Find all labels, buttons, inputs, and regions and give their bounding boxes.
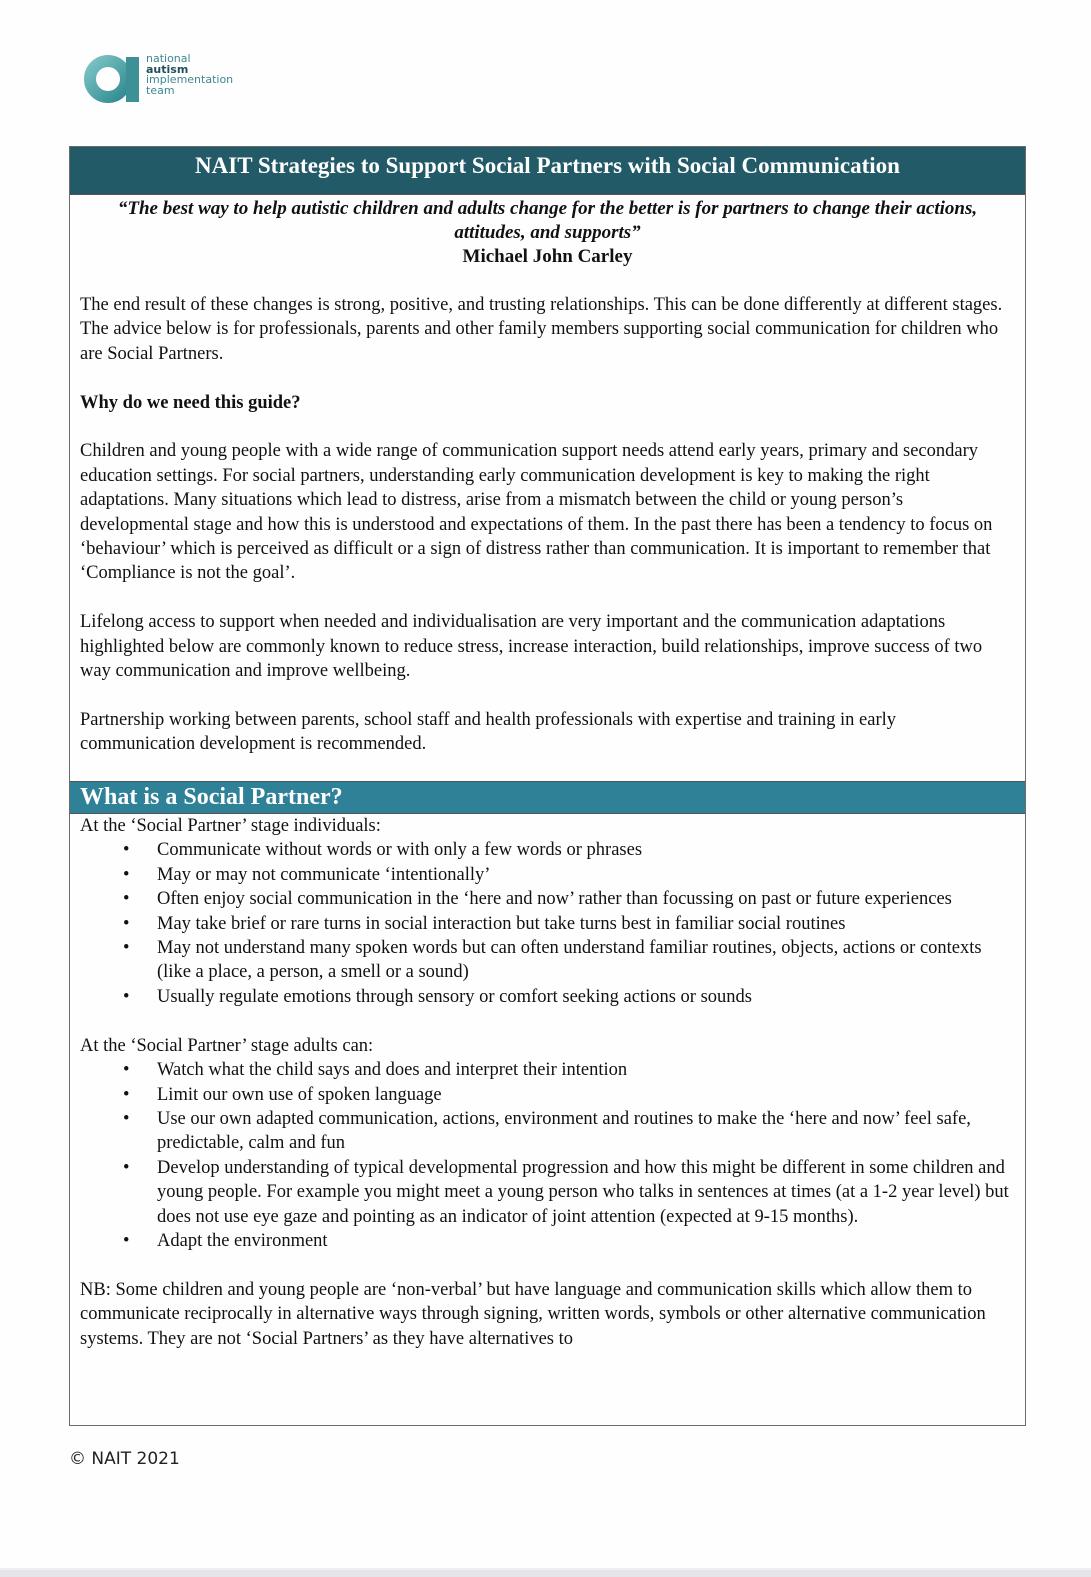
nait-logo bbox=[84, 52, 244, 108]
intro-section bbox=[70, 293, 1025, 757]
adults-list bbox=[80, 1058, 1015, 1253]
list-item: • Adapt the environment bbox=[157, 1229, 1015, 1253]
why-paragraph-1: Children and young people with a wide range of communication support needs attend early years, primary and secondary education settings. For social partners, understanding early communication development is key to making the right adaptations. Many situations which lead to distress, arise from a mismatch between the child or young person’s developmental stage and how this is understood and expectations of them. In the past there has been a tendency to focus on ‘behaviour’ which is perceived as difficult or a sign of distress rather than communication. It is important to remember that ‘Compliance is not the goal’. bbox=[80, 441, 993, 584]
list-item: • Communicate without words or with only a few words or phrases bbox=[157, 838, 1015, 862]
why-paragraph-2: Lifelong access to support when needed and individualisation are very important and the communication adaptations highlighted below are commonly known to reduce stress, increase interaction, build relationships, improve success of two way communication and improve wellbeing. bbox=[80, 612, 983, 682]
logo-line-national: national bbox=[146, 52, 191, 65]
intro-paragraph: The end result of these changes is strong, positive, and trusting relationships. This can be done differently at different stages. The advice below is for professionals, parents and other family members supporting social communication for children who are Social Partners. bbox=[80, 295, 1003, 364]
logo-line-implementation: implementation bbox=[146, 73, 234, 86]
why-paragraph-3: Partnership working between parents, school staff and health professionals with expertise and training in early communication development is recommended. bbox=[80, 709, 897, 755]
list-item: • Limit our own use of spoken language bbox=[157, 1083, 1015, 1107]
list-item: • Usually regulate emotions through sensory or comfort seeking actions or sounds bbox=[157, 985, 1015, 1009]
list-item: • Develop understanding of typical developmental progression and how this might be different in some children and young people. For example you might meet a young person who talks in sentences at times (at a 1-2 year level) but does not use eye gaze and pointing as an indicator of joint attention (expected at 9-15 months). bbox=[157, 1156, 1015, 1229]
copyright: © NAIT 2021 bbox=[69, 1449, 180, 1469]
document-title: NAIT Strategies to Support Social Partners with Social Communication bbox=[70, 147, 1025, 195]
list-item: • Watch what the child says and does and interpret their intention bbox=[157, 1058, 1015, 1082]
list-item: • Use our own adapted communication, actions, environment and routines to make the ‘here and now’ feel safe, predictable, calm and fun bbox=[157, 1107, 1015, 1156]
quote-author: Michael John Carley bbox=[462, 246, 633, 267]
why-heading: Why do we need this guide? bbox=[80, 392, 301, 413]
viewer-bottom-edge bbox=[0, 1568, 1091, 1577]
logo-wordmark bbox=[146, 54, 233, 96]
section-heading: What is a Social Partner? bbox=[70, 781, 1025, 814]
nait-logo-mark-icon bbox=[84, 54, 142, 104]
logo-line-autism: autism bbox=[146, 62, 189, 76]
document-frame bbox=[69, 146, 1026, 1426]
individuals-intro: At the ‘Social Partner’ stage individuals: bbox=[80, 816, 381, 837]
list-item: • May take brief or rare turns in social interaction but take turns best in familiar social routines bbox=[157, 912, 1015, 936]
quote: “The best way to help autistic children and adults change for the better is for partners to change their actions, attitudes, and supports” bbox=[117, 198, 978, 243]
logo-line-team: team bbox=[146, 83, 175, 97]
list-item: • May or may not communicate ‘intentionally’ bbox=[157, 863, 1015, 887]
social-partner-section bbox=[70, 814, 1025, 1351]
list-item: • May not understand many spoken words but can often understand familiar routines, objects, actions or contexts (like a place, a person, a smell or a sound) bbox=[157, 936, 1015, 985]
adults-intro: At the ‘Social Partner’ stage adults can: bbox=[80, 1035, 374, 1056]
list-item: • Often enjoy social communication in the ‘here and now’ rather than focussing on past or future experiences bbox=[157, 887, 1015, 911]
nb-paragraph: NB: Some children and young people are ‘non-verbal’ but have language and communication skills which allow them to communicate reciprocally in alternative ways through signing, written words, symbols or other alternative communication systems. They are not ‘Social Partners’ as they have alternatives to bbox=[80, 1279, 986, 1349]
individuals-list bbox=[80, 838, 1015, 1009]
